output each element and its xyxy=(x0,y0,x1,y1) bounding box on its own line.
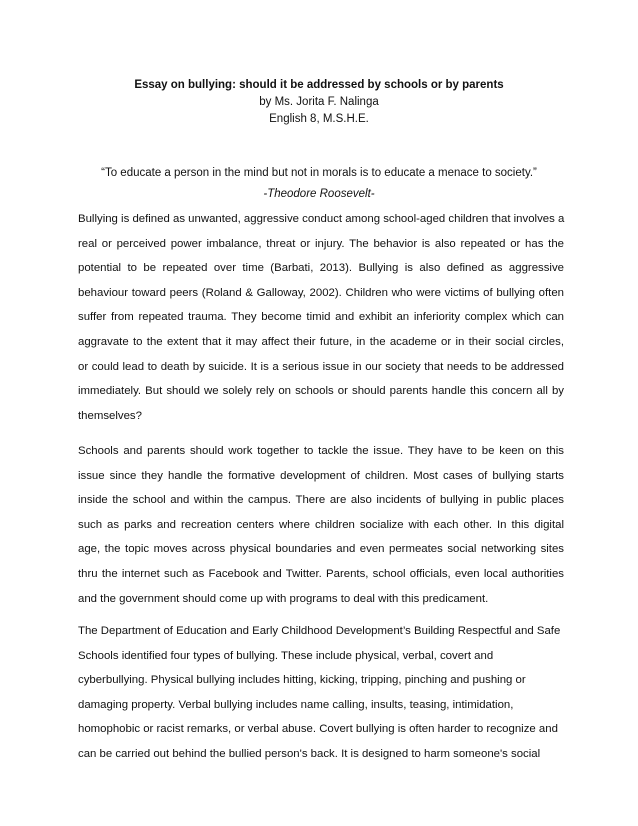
paragraph-line: can be carried out behind the bullied person's back. It is designed to harm someone's social xyxy=(78,747,541,760)
paragraph-line: issue since they handle the formative development of children. Most cases of bullying starts xyxy=(78,469,564,482)
paragraph-line: themselves? xyxy=(78,409,142,422)
paragraph-line: or could lead to death by suicide. It is a serious issue in our society that needs to be addressed xyxy=(78,360,564,373)
paragraph-line: thru the internet such as Facebook and Twitter. Parents, school officials, even local authorities xyxy=(78,567,564,580)
paragraph-3 xyxy=(78,619,564,767)
essay-title: Essay on bullying: should it be addressed by schools or by parents xyxy=(134,79,504,91)
paragraph-line: inside the school and within the campus. There are also incidents of bullying in public places xyxy=(78,494,564,507)
paragraph-line: immediately. But should we solely rely on schools or should parents handle this concern all by xyxy=(78,385,564,398)
paragraph-line: homophobic or racist remarks, or verbal abuse. Covert bullying is often harder to recognize and xyxy=(78,723,558,736)
paragraph-line: and the government should come up with programs to deal with this predicament. xyxy=(78,592,489,605)
paragraph-line: real or perceived power imbalance, threat or injury. The behavior is also repeated or has the xyxy=(78,237,564,250)
paragraph-line: damaging property. Verbal bullying includes name calling, insults, teasing, intimidation, xyxy=(78,698,514,711)
paragraph-line: suffer from repeated trauma. They become timid and exhibit an inferiority complex which can xyxy=(78,311,564,324)
paragraph-line: cyberbullying. Physical bullying includes hitting, kicking, tripping, pinching and pushing or xyxy=(78,674,526,687)
paragraph-line: Schools and parents should work together to tackle the issue. They have to be keen on this xyxy=(78,445,564,457)
paragraph-1 xyxy=(78,207,564,428)
document-header xyxy=(0,77,638,128)
epigraph xyxy=(0,163,638,205)
epigraph-quote: “To educate a person in the mind but not in morals is to educate a menace to society.” xyxy=(101,167,537,179)
paragraph-2 xyxy=(78,439,564,611)
paragraph-line: behaviour toward peers (Roland & Galloway, 2002). Children who were victims of bullying often xyxy=(78,286,564,299)
paragraph-line: such as parks and recreation centers where children socialize with each other. In this digital xyxy=(78,518,564,531)
paragraph-line: Schools identified four types of bullying. These include physical, verbal, covert and xyxy=(78,649,494,662)
paragraph-line: aggravate to the extent that it may affect their future, in the academe or in their social circles, xyxy=(78,335,564,348)
author-line: by Ms. Jorita F. Nalinga xyxy=(259,96,379,108)
paragraph-line: The Department of Education and Early Childhood Development’s Building Respectful and Safe xyxy=(78,625,561,637)
paragraph-line: age, the topic moves across physical boundaries and even permeates social networking sites xyxy=(78,543,564,556)
epigraph-attribution: -Theodore Roosevelt- xyxy=(263,188,375,200)
paragraph-line: potential to be repeated over time (Barbati, 2013). Bullying is also defined as aggressive xyxy=(78,262,564,275)
paragraph-line: Bullying is defined as unwanted, aggressive conduct among school-aged children that involves a xyxy=(78,213,565,225)
course-line: English 8, M.S.H.E. xyxy=(269,113,369,125)
